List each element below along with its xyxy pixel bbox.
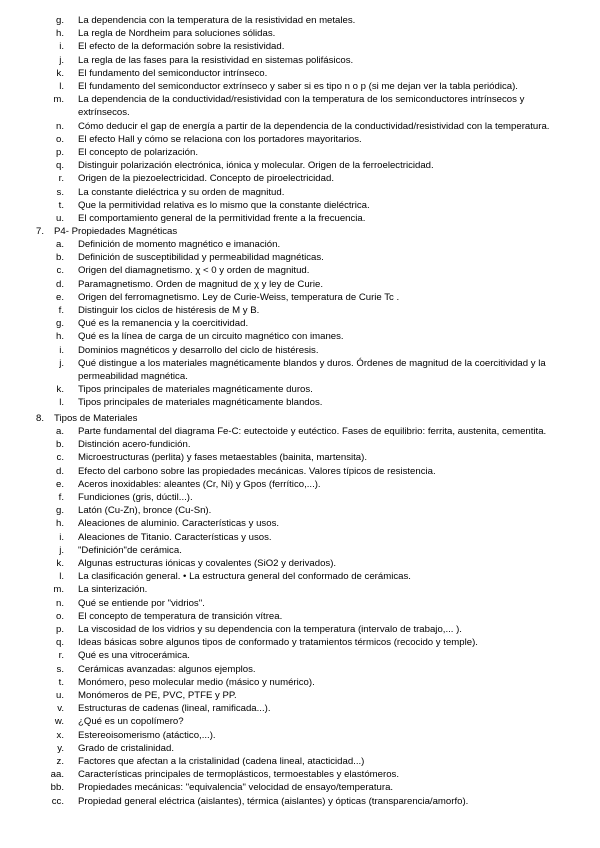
list-item (44, 146, 574, 159)
list-item (44, 383, 574, 396)
list-item-label: i. (59, 41, 64, 53)
list-item-label: h. (55, 331, 64, 343)
list-item-text: Origen de la piezoelectricidad. Concepto de piroelectricidad. (78, 173, 334, 185)
list-item (44, 357, 574, 383)
list-item (44, 251, 574, 264)
list-item-label: k. (56, 67, 64, 79)
list-item-text: Aleaciones de Titanio. Características y usos. (78, 531, 272, 543)
list-item-text: "Definición"de cerámica. (78, 544, 182, 556)
list-item (44, 67, 574, 80)
list-item-label: e. (55, 291, 64, 303)
list-item-label: f. (58, 305, 64, 317)
list-item-label: m. (53, 94, 64, 106)
list-item-text: ¿Qué es un copolímero? (78, 716, 184, 728)
list-item (44, 689, 574, 702)
list-item-text: Microestructuras (perlita) y fases metaestables (bainita, martensita). (78, 452, 367, 464)
list-item-label: i. (59, 531, 64, 543)
list-item-label: y. (57, 742, 64, 754)
list-item-text: Latón (Cu-Zn), bronce (Cu-Sn). (78, 505, 212, 517)
section-title: P4- Propiedades Magnéticas (54, 226, 178, 237)
list-item-label: t. (58, 676, 64, 688)
list-item-text: Tipos principales de materiales magnéticamente duros. (78, 384, 313, 396)
list-item-label: g. (55, 318, 64, 330)
list-item-text: El fundamento del semiconductor intrínseco. (78, 67, 268, 79)
list-item-label: n. (55, 597, 64, 609)
list-item (44, 330, 574, 343)
list-item (44, 317, 574, 330)
list-item (44, 451, 574, 464)
list-item-label: a. (55, 426, 64, 437)
list-item-label: j. (59, 544, 64, 556)
list-item (44, 304, 574, 317)
list-item-text: Qué es una vitrocerámica. (78, 650, 190, 662)
section-heading-7 (0, 225, 177, 238)
list-item-text: Aleaciones de aluminio. Características y usos. (78, 518, 280, 530)
list-item-text: Origen del diamagnetismo. χ < 0 y orden de magnitud. (78, 265, 310, 277)
list-item-label: bb. (50, 782, 64, 794)
list-item (44, 344, 574, 357)
list-item (44, 504, 574, 517)
list-item-text: Monómero, peso molecular medio (másico y numérico). (78, 676, 315, 688)
list-item-text: El efecto de la deformación sobre la resistividad. (78, 41, 285, 53)
list-item-label: l. (59, 571, 64, 583)
list-item-text: Distinguir los ciclos de histéresis de M y B. (78, 305, 260, 317)
list-item-label: j. (59, 54, 64, 66)
list-item-text: Distinguir polarización electrónica, iónica y molecular. Origen de la ferroelectricidad. (78, 160, 434, 172)
list-item-label: p. (55, 147, 64, 159)
list-item-label: z. (56, 756, 64, 768)
list-7 (44, 238, 574, 410)
list-item (44, 768, 574, 781)
list-item (44, 238, 574, 251)
section-number: 7. (35, 226, 44, 237)
list-item (44, 517, 574, 530)
list-item-label: d. (55, 278, 64, 290)
list-item-label: r. (58, 173, 64, 185)
list-item (44, 663, 574, 676)
list-item (44, 623, 574, 636)
section-heading-8 (0, 412, 137, 425)
list-item (44, 636, 574, 649)
list-item (44, 278, 574, 291)
list-item (44, 14, 574, 27)
list-item-text: Definición de susceptibilidad y permeabilidad magnéticas. (78, 252, 324, 264)
list-item (44, 212, 574, 225)
list-item-text: La sinterización. (78, 584, 148, 596)
list-item (44, 649, 574, 662)
list-item-label: x. (56, 729, 64, 741)
list-item-text: El efecto Hall y cómo se relaciona con los portadores mayoritarios. (78, 133, 362, 145)
list-item-text: Qué distingue a los materiales magnéticamente blandos y duros. Órdenes de magnitud de la coercitividad y la permeabilidad magnética. (78, 357, 546, 383)
list-item-label: b. (55, 439, 64, 451)
list-item-text: Cerámicas avanzadas: algunos ejemplos. (78, 663, 256, 675)
list-item (44, 597, 574, 610)
list-item (44, 465, 574, 478)
list-item (44, 583, 574, 596)
list-8 (44, 425, 574, 808)
list-item (44, 159, 574, 172)
list-item-label: k. (56, 384, 64, 396)
list-item (44, 491, 574, 504)
list-item-text: El concepto de polarización. (78, 147, 198, 159)
list-item (44, 199, 574, 212)
list-item-text: Qué se entiende por "vidrios". (78, 597, 205, 609)
list-item-label: m. (53, 584, 64, 596)
list-item-text: Qué es la remanencia y la coercitividad. (78, 318, 249, 330)
list-item (44, 557, 574, 570)
list-item-label: v. (57, 703, 64, 715)
list-item-label: o. (55, 610, 64, 622)
list-item (44, 186, 574, 199)
list-item (44, 27, 574, 40)
list-item-label: h. (55, 518, 64, 530)
list-item-label: l. (59, 397, 64, 409)
list-item (44, 781, 574, 794)
list-top (44, 14, 574, 225)
list-item (44, 544, 574, 557)
list-item-text: Propiedades mecánicas: "equivalencia" velocidad de ensayo/temperatura. (78, 782, 394, 794)
section-title: Tipos de Materiales (54, 413, 138, 424)
list-item (44, 531, 574, 544)
list-item (44, 715, 574, 728)
list-item-text: Propiedad general eléctrica (aislantes), térmica (aislantes) y ópticas (transparencia/amorfo). (78, 795, 469, 807)
list-item (44, 54, 574, 67)
list-item-label: e. (55, 478, 64, 490)
list-item (44, 172, 574, 185)
list-item (44, 438, 574, 451)
list-item-text: La dependencia de la conductividad/resistividad con la temperatura de los semiconductores intrínsecos y extrínsecos. (78, 94, 525, 119)
list-item-text: Paramagnetismo. Orden de magnitud de χ y ley de Curie. (78, 278, 324, 290)
list-item-text: La viscosidad de los vidrios y su dependencia con la temperatura (intervalo de trabajo,... ). (78, 624, 462, 636)
list-item-text: Tipos principales de materiales magnéticamente blandos. (78, 397, 323, 409)
list-item-label: j. (59, 357, 64, 369)
list-item-label: s. (56, 186, 64, 198)
list-item-text: Origen del ferromagnetismo. Ley de Curie-Weiss, temperatura de Curie Tc . (78, 291, 400, 303)
list-item-label: g. (55, 15, 64, 26)
list-item (44, 755, 574, 768)
section-number: 8. (35, 413, 44, 424)
list-item-text: Características principales de termoplásticos, termoestables y elastómeros. (78, 769, 399, 781)
list-item-label: q. (55, 637, 64, 649)
list-item-label: b. (55, 252, 64, 264)
list-item (44, 478, 574, 491)
list-item-label: l. (59, 81, 64, 93)
list-item-label: c. (56, 265, 64, 277)
list-item (44, 425, 574, 438)
list-item (44, 80, 574, 93)
list-item-text: Fundiciones (gris, dúctil...). (78, 492, 193, 504)
list-item-label: i. (59, 344, 64, 356)
list-item (44, 264, 574, 277)
list-item (44, 795, 574, 808)
list-item-text: El fundamento del semiconductor extrínseco y saber si es tipo n o p (si me dejan ver la tabla periódica). (78, 81, 518, 93)
list-item (44, 93, 574, 119)
list-item (44, 570, 574, 583)
list-item-label: o. (55, 133, 64, 145)
list-item-label: r. (58, 650, 64, 662)
list-item-text: Ideas básicas sobre algunos tipos de conformado y tratamientos térmicos (recocido y temple). (78, 637, 478, 649)
list-item-label: s. (56, 663, 64, 675)
list-item-label: aa. (50, 769, 64, 781)
list-item-label: u. (55, 690, 64, 702)
list-item-text: Aceros inoxidables: aleantes (Cr, Ni) y Gpos (ferrítico,...). (78, 478, 321, 490)
list-item-label: t. (58, 199, 64, 211)
section-8 (0, 412, 137, 425)
list-item-text: Estereoisomerismo (atáctico,...). (78, 729, 216, 741)
list-item-text: La clasificación general. • La estructura general del conformado de cerámicas. (78, 571, 411, 583)
list-item (44, 291, 574, 304)
list-item-text: La dependencia con la temperatura de la resistividad en metales. (78, 15, 356, 26)
list-item-label: a. (55, 239, 64, 250)
list-item-label: c. (56, 452, 64, 464)
list-item (44, 40, 574, 53)
list-item-label: w. (54, 716, 64, 728)
list-item (44, 120, 574, 133)
list-item-text: Dominios magnéticos y desarrollo del ciclo de histéresis. (78, 344, 319, 356)
list-item-text: La regla de Nordheim para soluciones sólidas. (78, 28, 276, 40)
list-item-text: Factores que afectan a la cristalinidad (cadena lineal, atacticidad...) (78, 756, 365, 768)
section-7 (0, 225, 177, 238)
list-item-text: Definición de momento magnético e imanación. (78, 239, 281, 250)
list-item-text: Cómo deducir el gap de energía a partir de la dependencia de la conductividad/resistividad con la temperatura. (78, 120, 550, 132)
list-item-label: p. (55, 624, 64, 636)
list-item-text: Qué es la línea de carga de un circuito magnético con imanes. (78, 331, 344, 343)
list-item-label: h. (55, 28, 64, 40)
list-item-label: cc. (51, 795, 64, 807)
list-item-label: d. (55, 465, 64, 477)
list-item-text: La regla de las fases para la resistividad en sistemas polifásicos. (78, 54, 354, 66)
list-item (44, 729, 574, 742)
list-item-text: Grado de cristalinidad. (78, 742, 174, 754)
list-item (44, 396, 574, 409)
list-item-label: f. (58, 492, 64, 504)
list-item (44, 133, 574, 146)
list-item-text: Distinción acero-fundición. (78, 439, 191, 451)
list-item-text: El concepto de temperatura de transición vítrea. (78, 610, 283, 622)
list-item-text: Efecto del carbono sobre las propiedades mecánicas. Valores típicos de resistencia. (78, 465, 436, 477)
list-item-text: Algunas estructuras iónicas y covalentes (SiO2 y derivados). (78, 558, 337, 570)
list-item-label: k. (56, 558, 64, 570)
list-item-text: El comportamiento general de la permitividad frente a la frecuencia. (78, 213, 366, 225)
list-item-text: Parte fundamental del diagrama Fe-C: eutectoide y eutéctico. Fases de equilibrio: ferrita, austenita, cementita. (78, 426, 547, 437)
list-item-text: Que la permitividad relativa es lo mismo que la constante dieléctrica. (78, 199, 370, 211)
list-item (44, 742, 574, 755)
list-item (44, 610, 574, 623)
list-item-label: n. (55, 120, 64, 132)
list-item-text: Estructuras de cadenas (lineal, ramificada...). (78, 703, 271, 715)
list-item-label: q. (55, 160, 64, 172)
list-item-label: g. (55, 505, 64, 517)
list-item (44, 676, 574, 689)
list-item (44, 702, 574, 715)
list-item-text: La constante dieléctrica y su orden de magnitud. (78, 186, 285, 198)
list-item-label: u. (55, 213, 64, 225)
list-item-text: Monómeros de PE, PVC, PTFE y PP. (78, 690, 237, 702)
